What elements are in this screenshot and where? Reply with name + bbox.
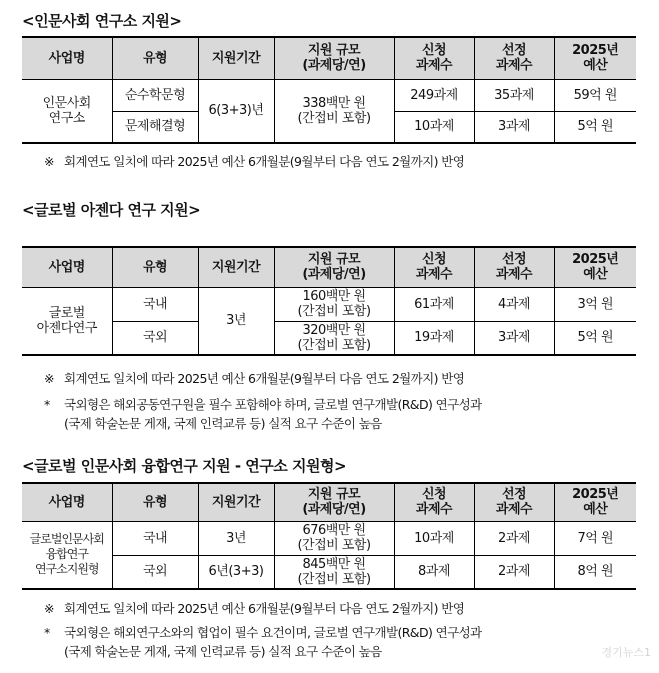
applied-cell: 249과제	[394, 79, 474, 111]
selected-cell: 2과제	[474, 555, 554, 589]
budget-cell: 59억 원	[554, 79, 636, 111]
note-overseas-cont: (국제 학술논문 게재, 국제 인력교류 등) 실적 요구 수준이 높음	[64, 416, 382, 431]
header-program: 사업명	[22, 37, 112, 79]
note-overseas	[44, 396, 482, 414]
program-name: 인문사회 연구소	[22, 79, 112, 143]
note-mark: ※	[44, 154, 54, 169]
section-title: <글로벌 아젠다 연구 지원>	[22, 201, 201, 219]
note-text: 회계연도 일치에 따라 2025년 예산 6개월분(9월부터 다음 연도 2월까지) 반영	[64, 154, 465, 169]
scale-cell: 338백만 원 (간접비 포함)	[274, 79, 394, 143]
note-overseas-cont: (국제 학술논문 게재, 국제 인력교류 등) 실적 요구 수준이 높음	[64, 644, 382, 659]
period-cell: 3년	[198, 287, 274, 355]
scale-cell: 845백만 원 (간접비 포함)	[274, 555, 394, 589]
period-cell: 6(3+3)년	[198, 79, 274, 143]
selected-cell: 3과제	[474, 321, 554, 355]
note-mark: *	[44, 397, 50, 412]
header-type: 유형	[112, 483, 198, 521]
applied-cell: 10과제	[394, 111, 474, 143]
section-title: <글로벌 인문사회 융합연구 지원 - 연구소 지원형>	[22, 457, 347, 475]
budget-cell: 8억 원	[554, 555, 636, 589]
header-applied: 신청 과제수	[394, 37, 474, 79]
header-applied: 신청 과제수	[394, 483, 474, 521]
type-cell: 국외	[112, 555, 198, 589]
header-budget: 2025년 예산	[554, 37, 636, 79]
scale-cell: 676백만 원 (간접비 포함)	[274, 521, 394, 555]
header-budget: 2025년 예산	[554, 483, 636, 521]
budget-cell: 3억 원	[554, 287, 636, 321]
watermark: 경기뉴스1	[601, 646, 651, 659]
header-selected: 선정 과제수	[474, 483, 554, 521]
note-mark: ※	[44, 601, 54, 616]
header-scale: 지원 규모 (과제당/연)	[274, 483, 394, 521]
header-period: 지원기간	[198, 247, 274, 287]
header-period: 지원기간	[198, 483, 274, 521]
note-fiscal-year	[44, 370, 464, 388]
budget-table	[22, 246, 636, 356]
applied-cell: 61과제	[394, 287, 474, 321]
applied-cell: 10과제	[394, 521, 474, 555]
note-overseas	[44, 624, 482, 642]
scale-cell: 320백만 원 (간접비 포함)	[274, 321, 394, 355]
note-text: 국외형은 해외공동연구원을 필수 포함해야 하며, 글로벌 연구개발(R&D) 연구성과	[64, 397, 482, 412]
note-mark: *	[44, 625, 50, 640]
type-cell: 국내	[112, 521, 198, 555]
header-scale: 지원 규모 (과제당/연)	[274, 247, 394, 287]
selected-cell: 3과제	[474, 111, 554, 143]
budget-cell: 5억 원	[554, 321, 636, 355]
type-cell: 문제해결형	[112, 111, 198, 143]
note-mark: ※	[44, 371, 54, 386]
header-budget: 2025년 예산	[554, 247, 636, 287]
selected-cell: 2과제	[474, 521, 554, 555]
note-fiscal-year	[44, 153, 464, 171]
budget-cell: 5억 원	[554, 111, 636, 143]
header-selected: 선정 과제수	[474, 37, 554, 79]
budget-cell: 7억 원	[554, 521, 636, 555]
program-name: 글로벌인문사회 융합연구 연구소지원형	[22, 521, 112, 589]
note-text: 회계연도 일치에 따라 2025년 예산 6개월분(9월부터 다음 연도 2월까지) 반영	[64, 601, 465, 616]
period-cell: 6년(3+3)	[198, 555, 274, 589]
note-text: 국외형은 해외연구소와의 협업이 필수 요건이며, 글로벌 연구개발(R&D) 연구성과	[64, 625, 482, 640]
selected-cell: 4과제	[474, 287, 554, 321]
header-applied: 신청 과제수	[394, 247, 474, 287]
header-period: 지원기간	[198, 37, 274, 79]
header-program: 사업명	[22, 483, 112, 521]
note-fiscal-year	[44, 600, 464, 618]
period-cell: 3년	[198, 521, 274, 555]
type-cell: 순수학문형	[112, 79, 198, 111]
program-name: 글로벌 아젠다연구	[22, 287, 112, 355]
selected-cell: 35과제	[474, 79, 554, 111]
type-cell: 국내	[112, 287, 198, 321]
header-selected: 선정 과제수	[474, 247, 554, 287]
header-type: 유형	[112, 247, 198, 287]
budget-table	[22, 36, 636, 144]
type-cell: 국외	[112, 321, 198, 355]
header-type: 유형	[112, 37, 198, 79]
section-title: <인문사회 연구소 지원>	[22, 12, 182, 30]
scale-cell: 160백만 원 (간접비 포함)	[274, 287, 394, 321]
header-program: 사업명	[22, 247, 112, 287]
header-scale: 지원 규모 (과제당/연)	[274, 37, 394, 79]
note-text: 회계연도 일치에 따라 2025년 예산 6개월분(9월부터 다음 연도 2월까지) 반영	[64, 371, 465, 386]
applied-cell: 19과제	[394, 321, 474, 355]
budget-table	[22, 482, 636, 590]
applied-cell: 8과제	[394, 555, 474, 589]
